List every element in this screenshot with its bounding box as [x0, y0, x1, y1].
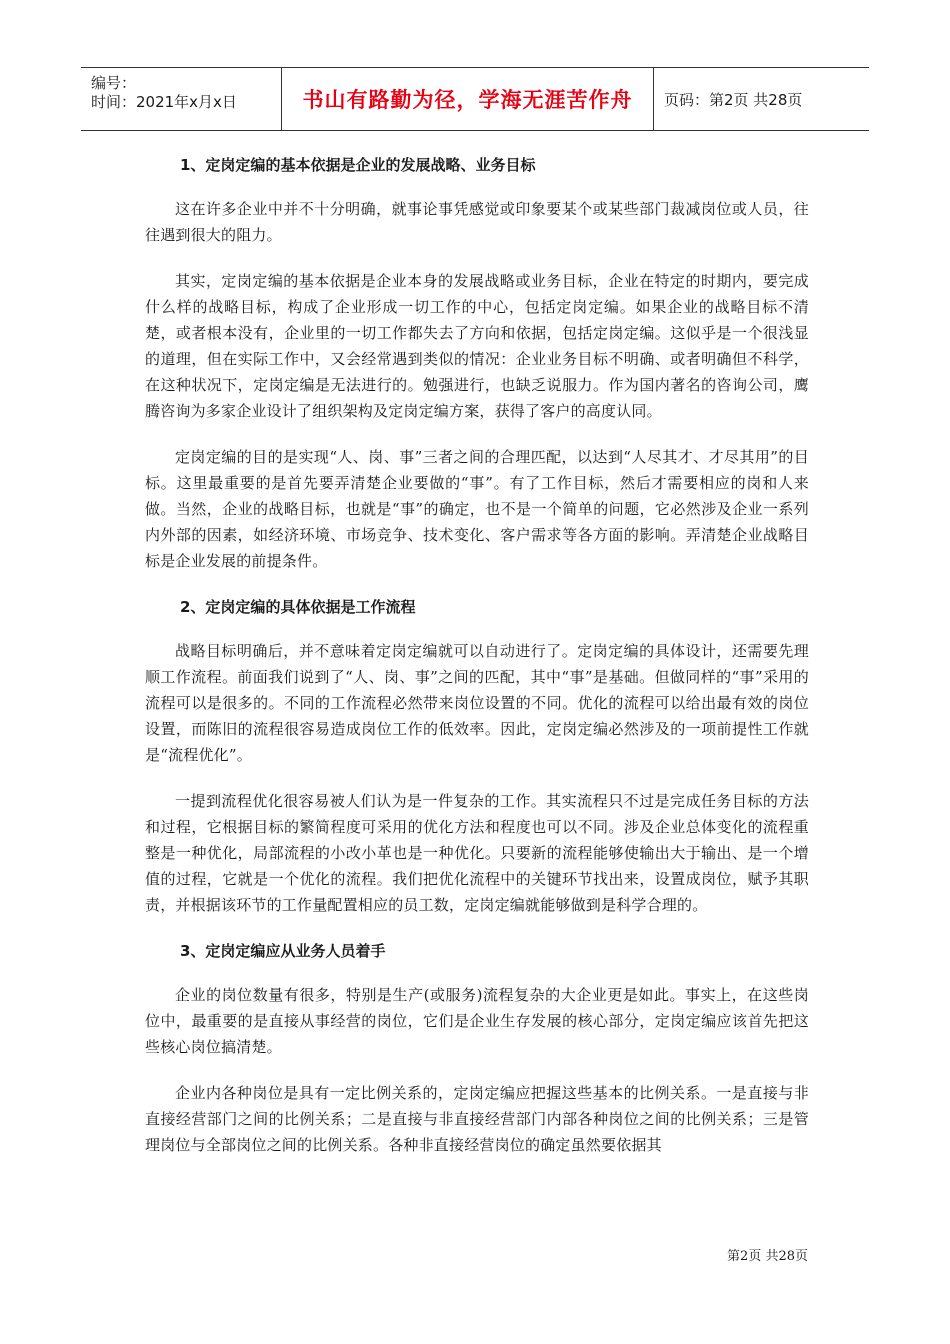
header-motto: 书山有路勤为径，学海无涯苦作舟: [281, 68, 654, 130]
section-heading: 3、定岗定编应从业务人员着手: [180, 942, 386, 960]
paragraph: 其实，定岗定编的基本依据是企业本身的发展战略或业务目标，企业在特定的时期内，要完成什么样的战略目标，构成了企业形成一切工作的中心，包括定岗定编。如果企业的战略目标不清楚，或者根本没有，企业里的一切工作都失去了方向和依据，包括定岗定编。这似乎是一个很浅显的道理，但在实际工作中，又会经常遇到类似的情况：企业业务目标不明确、或者明确但不科学，在这种状况下，定岗定编是无法进行的。勉强进行，也缺乏说服力。作为国内著名的咨询公司，鹰腾咨询为多家企业设计了组织架构及定岗定编方案，获得了客户的高度认同。: [145, 272, 809, 420]
header-page-code: 页码：第2页 共28页: [664, 90, 803, 109]
document-time-label: 时间：2021年x月x日: [91, 93, 237, 111]
page-footer: 第2页 共28页: [727, 1249, 808, 1264]
section-2: [145, 594, 809, 918]
header-meta: [81, 68, 281, 130]
paragraph: 一提到流程优化很容易被人们认为是一件复杂的工作。其实流程只不过是完成任务目标的方法和过程，它根据目标的繁简程度可采用的优化方法和程度也可以不同。涉及企业总体变化的流程重整是一种优化，局部流程的小改小革也是一种优化。只要新的流程能够使输出大于输出、是一个增值的过程，它就是一个优化的流程。我们把优化流程中的关键环节找出来，设置成岗位，赋予其职责，并根据该环节的工作量配置相应的员工数，定岗定编就能够做到是科学合理的。: [145, 792, 809, 914]
paragraph: 这在许多企业中并不十分明确，就事论事凭感觉或印象要某个或某些部门裁减岗位或人员，往往遇到很大的阻力。: [145, 200, 809, 244]
page-header: [81, 67, 869, 131]
section-heading: 2、定岗定编的具体依据是工作流程: [180, 598, 416, 616]
paragraph: 企业的岗位数量有很多，特别是生产(或服务)流程复杂的大企业更是如此。事实上，在这些岗位中，最重要的是直接从事经营的岗位，它们是企业生存发展的核心部分，定岗定编应该首先把这些核心岗位搞清楚。: [145, 986, 809, 1056]
paragraph: 定岗定编的目的是实现“人、岗、事”三者之间的合理匹配，以达到“人尽其才、才尽其用”的目标。这里最重要的是首先要弄清楚企业要做的“事”。有了工作目标，然后才需要相应的岗和人来做。当然，企业的战略目标，也就是“事”的确定，也不是一个简单的问题，它必然涉及企业一系列内外部的因素，如经济环境、市场竞争、技术变化、客户需求等各方面的影响。弄清楚企业战略目标是企业发展的前提条件。: [145, 448, 809, 570]
document-body: [145, 152, 809, 1178]
document-number-label: 编号：: [91, 74, 137, 92]
paragraph: 战略目标明确后，并不意味着定岗定编就可以自动进行了。定岗定编的具体设计，还需要先理顺工作流程。前面我们说到了“人、岗、事”之间的匹配，其中“事”是基础。但做同样的“事”采用的流程可以是很多的。不同的工作流程必然带来岗位设置的不同。优化的流程可以给出最有效的岗位设置，而陈旧的流程很容易造成岗位工作的低效率。因此，定岗定编必然涉及的一项前提性工作就是“流程优化”。: [145, 642, 809, 764]
section-1: [145, 152, 809, 574]
paragraph: 企业内各种岗位是具有一定比例关系的，定岗定编应把握这些基本的比例关系。一是直接与非直接经营部门之间的比例关系；二是直接与非直接经营部门内部各种岗位之间的比例关系；三是管理岗位与全部岗位之间的比例关系。各种非直接经营岗位的确定虽然要依据其: [145, 1084, 809, 1154]
section-3: [145, 938, 809, 1158]
section-heading: 1、定岗定编的基本依据是企业的发展战略、业务目标: [180, 156, 536, 174]
